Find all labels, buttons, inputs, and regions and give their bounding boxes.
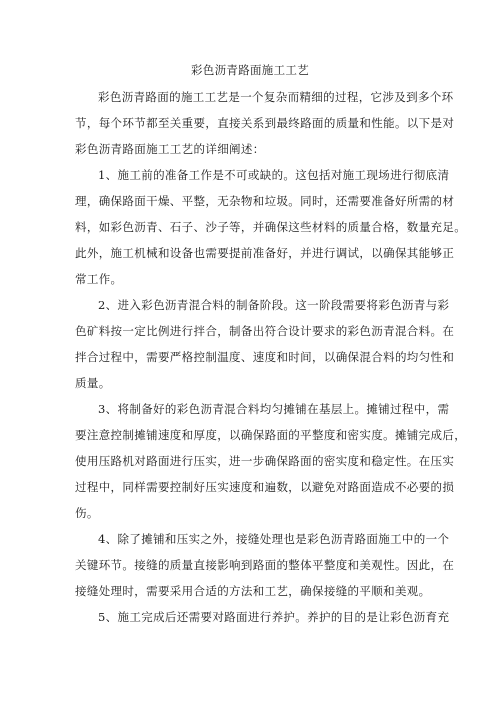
text-line: 过程中，同样需要控制好压实速度和遍数，以避免对路面造成不必要的损 <box>75 480 455 494</box>
text-line: 料，如彩色沥青、石子、沙子等，并确保这些材料的质量合格，数量充足。 <box>75 220 467 234</box>
text-line: 2、进入彩色沥青混合料的制备阶段。这一阶段需要将彩色沥青与彩 <box>98 298 450 312</box>
text-line: 5、施工完成后还需要对路面进行养护。养护的目的是让彩色沥育充 <box>98 610 450 624</box>
text-line: 1、施工前的准备工作是不可或缺的。这包括对施工现场进行彻底清 <box>98 168 450 182</box>
text-line: 理，确保路面干燥、平整，无杂物和垃圾。同时，还需要准备好所需的材 <box>75 194 455 208</box>
text-line: 拌合过程中，需要严格控制温度、速度和时间，以确保混合料的均匀性和 <box>75 350 455 364</box>
text-line: 3、将制备好的彩色沥青混合料均匀摊铺在基层上。摊铺过程中，需 <box>98 402 450 416</box>
text-line: 使用压路机对路面进行压实，进一步确保路面的密实度和稳定性。在压实 <box>75 454 455 468</box>
text-line: 接缝处理时，需要采用合适的方法和工艺，确保接缝的平顺和美观。 <box>75 584 431 598</box>
text-line: 关键环节。接缝的质量直接影响到路面的整体平整度和美观性。因此，在 <box>75 558 455 572</box>
document-title: 彩色沥青路面施工工艺 <box>191 63 309 77</box>
text-line: 彩色沥青路面的施工工艺是一个复杂而精细的过程，它涉及到多个环 <box>98 90 454 104</box>
text-line: 要注意控制摊铺速度和厚度，以确保路面的平整度和密实度。摊铺完成后， <box>75 428 467 442</box>
text-line: 此外，施工机械和设备也需要提前准备好，并进行调试，以确保其能够正 <box>75 246 455 260</box>
text-line: 4、除了摊铺和压实之外，接缝处理也是彩色沥青路面施工中的一个 <box>98 532 450 546</box>
text-line: 伤。 <box>75 506 99 520</box>
text-line: 彩色沥青路面施工工艺的详细阐述： <box>75 142 265 156</box>
text-line: 色矿料按一定比例进行拌合，制备出符合设计要求的彩色沥青混合料。在 <box>75 324 455 338</box>
text-line: 节，每个环节都至关重要，直接关系到最终路面的质量和性能。以下是对 <box>75 116 455 130</box>
text-line: 质量。 <box>75 376 111 390</box>
text-line: 常工作。 <box>75 272 123 286</box>
